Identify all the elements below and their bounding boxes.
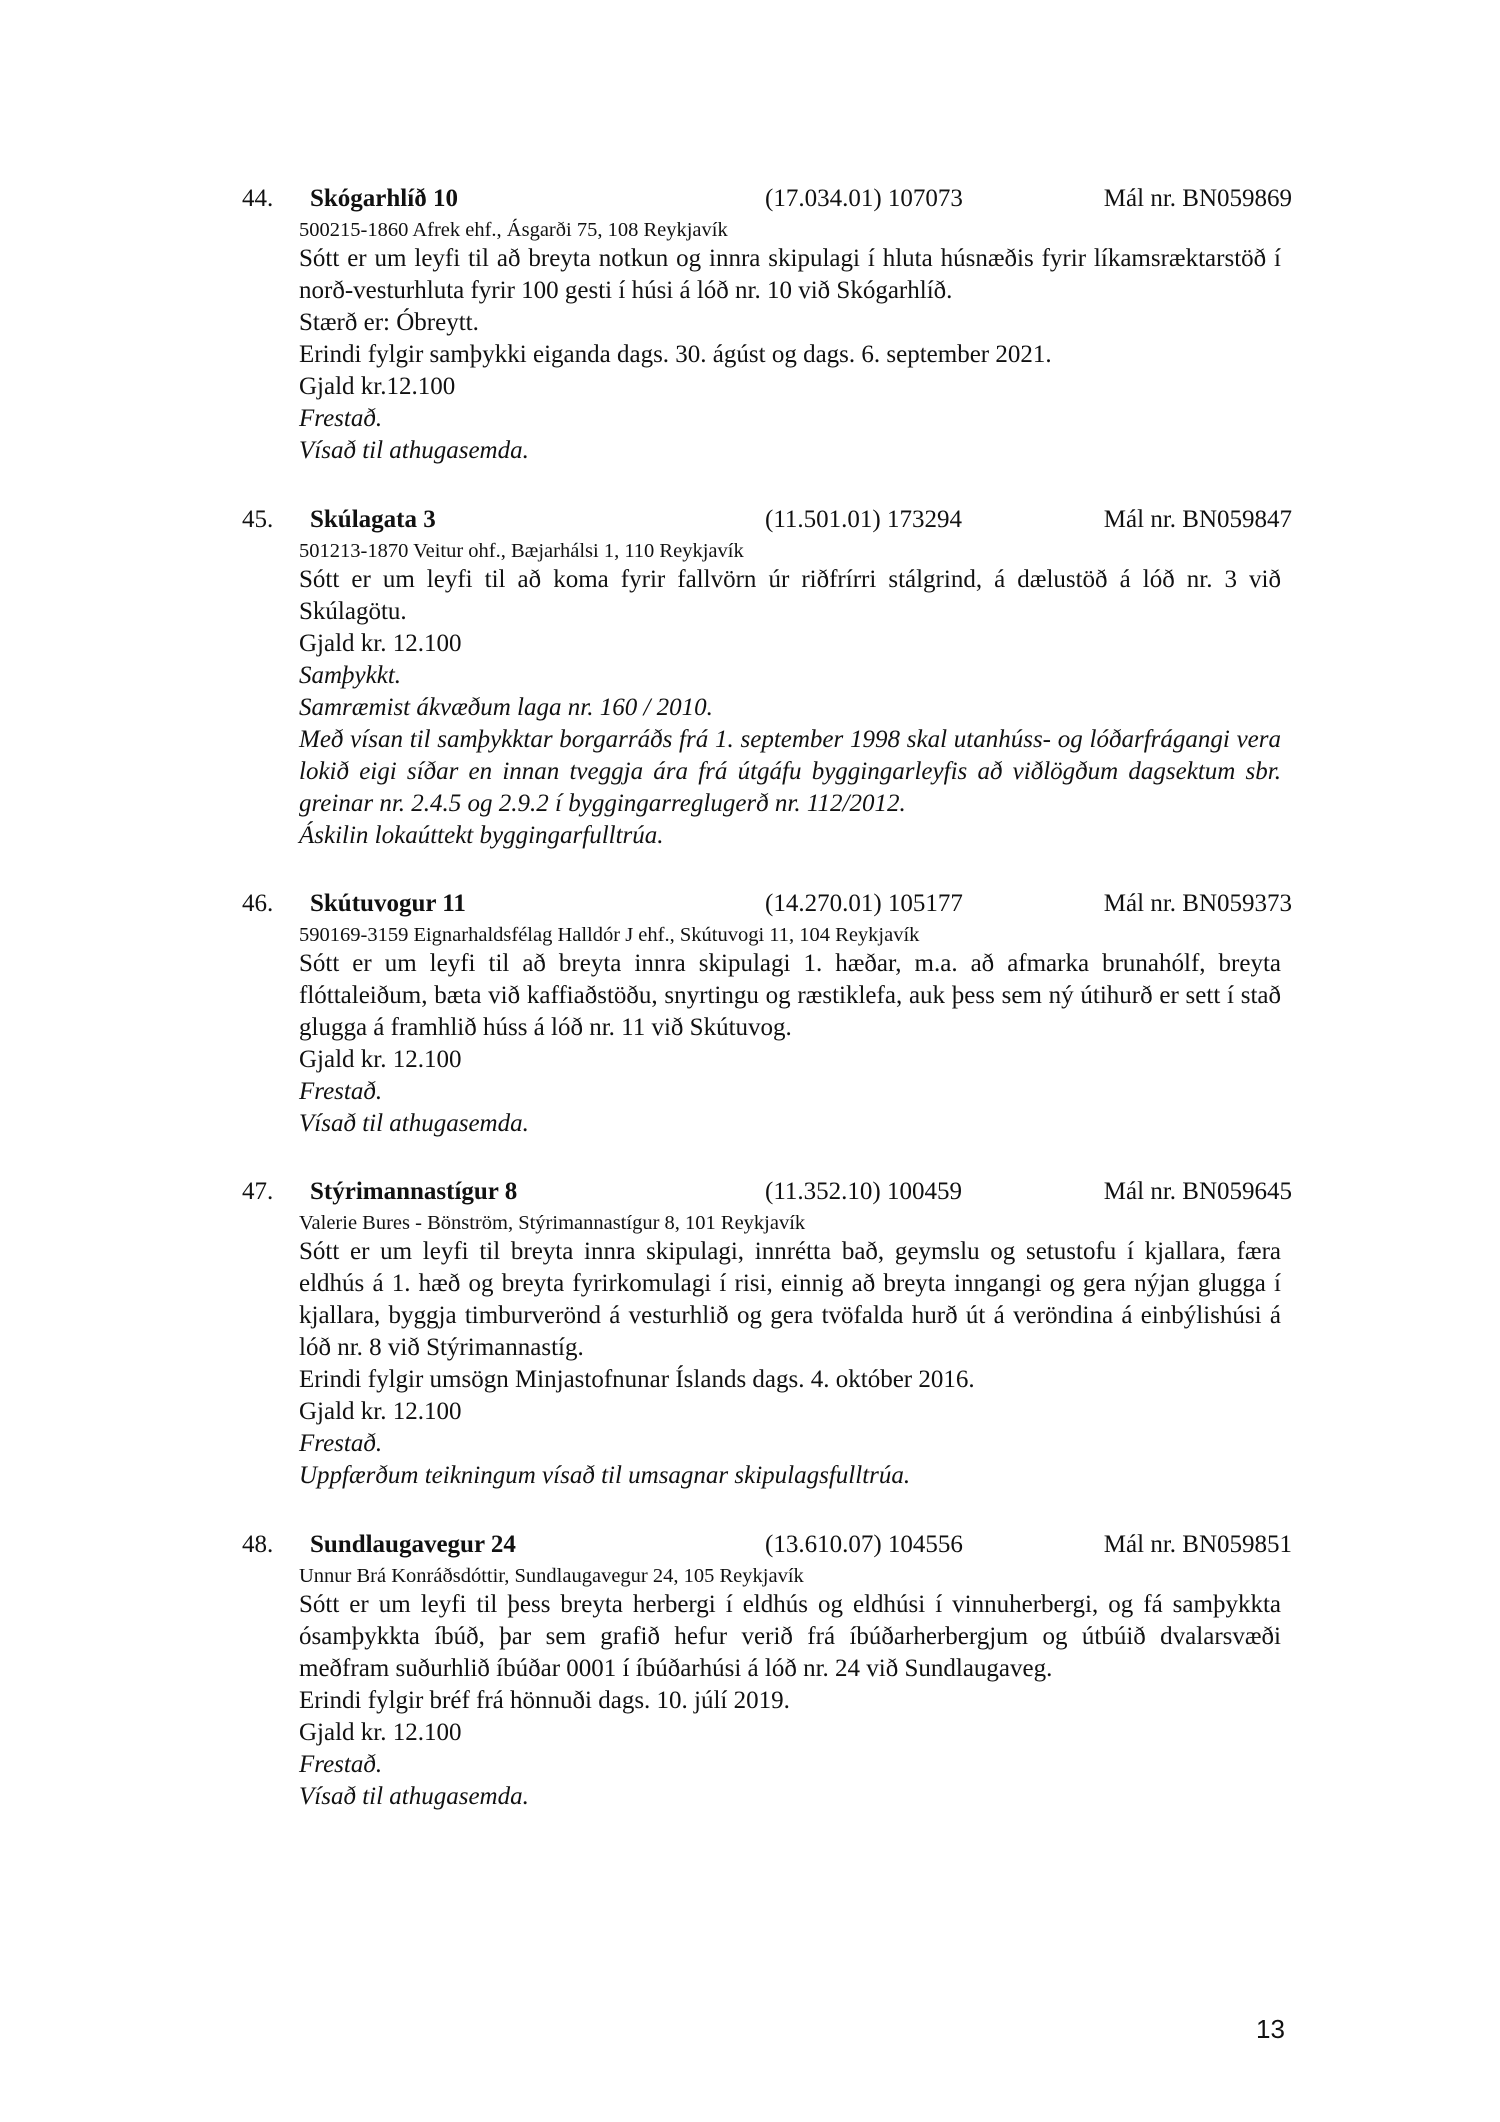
entry-address: Skútuvogur 11 bbox=[310, 890, 466, 917]
entry-body bbox=[299, 922, 1281, 1140]
entry-decision-condition: Með vísan til samþykktar borgarráðs frá 1. september 1998 skal utanhúss- og lóðarfrágangi vera lokið eigi síðar en innan tveggja ára frá útgáfu byggingarleyfis að viðlögðum dagsektum sbr. greinar nr. 2.4.5 og 2.9.2 í byggingarreglugerð nr. 112/2012. bbox=[299, 726, 1281, 817]
case-entry bbox=[242, 887, 1292, 1140]
entry-description: Sótt er um leyfi til þess breyta herbergi í eldhús og eldhúsi í vinnuherbergi, og fá samþykkta ósamþykkta íbúð, þar sem grafið hefur verið frá íbúðarherbergjum og útbúið dvalarsvæði meðfram suðurhlið íbúðar 0001 í íbúðarhúsi á lóð nr. 24 við Sundlaugaveg. bbox=[299, 1591, 1281, 1682]
page-number: 13 bbox=[1256, 2014, 1285, 2044]
entry-land-reference: (14.270.01) 105177 bbox=[765, 890, 963, 917]
entry-case-number: Mál nr. BN059373 bbox=[1103, 890, 1292, 917]
entry-number: 47. bbox=[242, 1178, 274, 1205]
entry-number: 44. bbox=[242, 185, 274, 212]
entry-header bbox=[242, 503, 1292, 537]
entry-decision-note: Vísað til athugasemda. bbox=[299, 1783, 529, 1810]
entry-address: Stýrimannastígur 8 bbox=[310, 1178, 518, 1205]
entry-decision-note: Uppfærðum teikningum vísað til umsagnar skipulagsfulltrúa. bbox=[299, 1462, 911, 1489]
entry-description: Sótt er um leyfi til að breyta notkun og innra skipulagi í hluta húsnæðis fyrir líkamsræktarstöð í norð-vesturhluta fyrir 100 gesti í húsi á lóð nr. 10 við Skógarhlíð. bbox=[299, 245, 1281, 304]
entry-fee: Gjald kr. 12.100 bbox=[299, 1398, 462, 1425]
entry-decision: Frestað. bbox=[299, 1430, 383, 1457]
entry-header bbox=[242, 1175, 1292, 1209]
entry-header bbox=[242, 887, 1292, 921]
entry-case-number: Mál nr. BN059851 bbox=[1103, 1531, 1292, 1558]
case-entry bbox=[242, 182, 1292, 467]
entry-decision: Samþykkt. bbox=[299, 662, 402, 689]
entry-decision: Frestað. bbox=[299, 405, 383, 432]
entry-number: 45. bbox=[242, 506, 274, 533]
entry-fee: Gjald kr. 12.100 bbox=[299, 1719, 462, 1746]
entry-fee: Gjald kr. 12.100 bbox=[299, 1046, 462, 1073]
entry-description: Sótt er um leyfi til breyta innra skipulagi, innrétta bað, geymslu og setustofu í kjallara, færa eldhús á 1. hæð og breyta fyrirkomulagi í risi, einnig að breyta inngangi og gera nýjan glugga í kjallara, byggja timburverönd á vesturhlið og gera tvöfalda hurð út á veröndina á einbýlishúsi á lóð nr. 8 við Stýrimannastíg. bbox=[299, 1238, 1281, 1361]
entry-land-reference: (11.501.01) 173294 bbox=[765, 506, 962, 533]
entry-decision-final: Áskilin lokaúttekt byggingarfulltrúa. bbox=[299, 822, 664, 849]
entry-applicant: Unnur Brá Konráðsdóttir, Sundlaugavegur 24, 105 Reykjavík bbox=[299, 1565, 804, 1587]
entry-case-number: Mál nr. BN059869 bbox=[1103, 185, 1292, 212]
entry-case-number: Mál nr. BN059847 bbox=[1103, 506, 1292, 533]
entry-applicant: 590169-3159 Eignarhaldsfélag Halldór J ehf., Skútuvogi 11, 104 Reykjavík bbox=[299, 924, 920, 946]
entry-decision-note: Samræmist ákvæðum laga nr. 160 / 2010. bbox=[299, 694, 713, 721]
entry-applicant: 500215-1860 Afrek ehf., Ásgarði 75, 108 Reykjavík bbox=[299, 219, 728, 241]
entry-fee: Gjald kr.12.100 bbox=[299, 373, 456, 400]
entry-address: Sundlaugavegur 24 bbox=[310, 1531, 516, 1558]
entry-land-reference: (13.610.07) 104556 bbox=[765, 1531, 963, 1558]
entry-size: Stærð er: Óbreytt. bbox=[299, 309, 479, 336]
entry-land-reference: (11.352.10) 100459 bbox=[765, 1178, 962, 1205]
entry-header bbox=[242, 1528, 1292, 1562]
entry-decision-note: Vísað til athugasemda. bbox=[299, 1110, 529, 1137]
entry-decision: Frestað. bbox=[299, 1751, 383, 1778]
entry-decision-note: Vísað til athugasemda. bbox=[299, 437, 529, 464]
entry-header bbox=[242, 182, 1292, 216]
entry-description: Sótt er um leyfi til að koma fyrir fallvörn úr riðfrírri stálgrind, á dælustöð á lóð nr. 3 við Skúlagötu. bbox=[299, 566, 1281, 625]
entry-land-reference: (17.034.01) 107073 bbox=[765, 185, 963, 212]
entry-address: Skógarhlíð 10 bbox=[310, 185, 458, 212]
entry-attachment: Erindi fylgir samþykki eiganda dags. 30. ágúst og dags. 6. september 2021. bbox=[299, 341, 1052, 368]
entry-case-number: Mál nr. BN059645 bbox=[1103, 1178, 1292, 1205]
entry-attachment: Erindi fylgir bréf frá hönnuði dags. 10. júlí 2019. bbox=[299, 1687, 790, 1714]
entry-description: Sótt er um leyfi til að breyta innra skipulagi 1. hæðar, m.a. að afmarka brunahólf, breyta flóttaleiðum, bæta við kaffiaðstöðu, snyrtingu og ræstiklefa, auk þess sem ný útihurð er sett í stað glugga á framhlið húss á lóð nr. 11 við Skútuvog. bbox=[299, 950, 1281, 1041]
entry-address: Skúlagata 3 bbox=[310, 506, 436, 533]
entry-body bbox=[299, 1563, 1281, 1813]
entry-number: 48. bbox=[242, 1531, 274, 1558]
entry-applicant: Valerie Bures - Bönström, Stýrimannastígur 8, 101 Reykjavík bbox=[299, 1212, 806, 1234]
entry-number: 46. bbox=[242, 890, 274, 917]
entry-body bbox=[299, 538, 1281, 852]
entry-decision: Frestað. bbox=[299, 1078, 383, 1105]
case-entry bbox=[242, 503, 1292, 852]
entry-fee: Gjald kr. 12.100 bbox=[299, 630, 462, 657]
entry-body bbox=[299, 1210, 1281, 1492]
entry-applicant: 501213-1870 Veitur ohf., Bæjarhálsi 1, 110 Reykjavík bbox=[299, 540, 744, 562]
entry-attachment: Erindi fylgir umsögn Minjastofnunar Íslands dags. 4. október 2016. bbox=[299, 1366, 975, 1393]
case-entry bbox=[242, 1175, 1292, 1492]
entry-body bbox=[299, 217, 1281, 467]
case-entry bbox=[242, 1528, 1292, 1813]
